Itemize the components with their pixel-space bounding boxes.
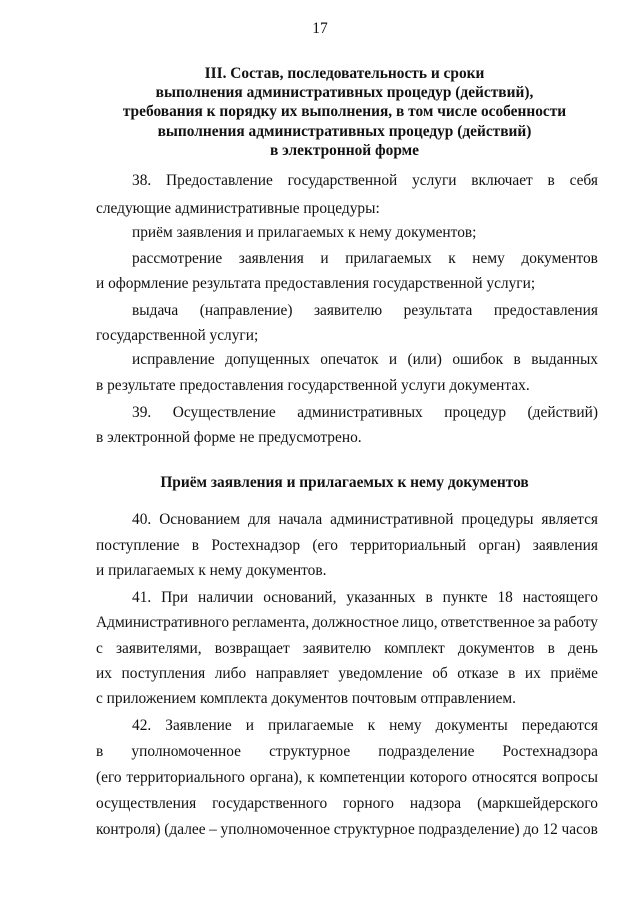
word: работу xyxy=(553,614,598,631)
word: нему xyxy=(389,717,422,734)
section-heading-line: требования к порядку их выполнения, в том числе особенности xyxy=(122,103,567,121)
word: 18 xyxy=(497,589,513,606)
section-heading-line: выполнения административных процедур (действий), xyxy=(155,84,534,102)
word: в xyxy=(547,172,555,189)
procedure-item-2-line-2: и оформление результата предоставления государственной услуги; xyxy=(96,275,536,292)
word: в xyxy=(508,665,516,682)
word: передаются xyxy=(521,717,598,734)
word: прилагаемых xyxy=(345,250,432,267)
word: приёме xyxy=(550,665,598,682)
word: 38. xyxy=(132,172,152,189)
word: допущенных xyxy=(225,351,310,368)
procedure-item-3-line-2: государственной услуги; xyxy=(96,327,259,344)
word: выданных xyxy=(531,351,598,368)
word: Ростехнадзор xyxy=(211,537,301,554)
word: документов xyxy=(521,250,598,267)
word: государственного xyxy=(212,795,328,812)
paragraph-42-line-5 xyxy=(96,819,598,841)
word: 12 xyxy=(542,821,558,838)
word: – xyxy=(209,821,217,838)
word: до xyxy=(523,821,539,838)
word: 41. xyxy=(132,589,152,606)
section-heading xyxy=(92,64,597,160)
word: (его xyxy=(96,769,122,786)
word: Основанием xyxy=(159,511,241,528)
word: в xyxy=(96,743,104,760)
word: ошибок xyxy=(452,351,504,368)
word: является xyxy=(541,511,598,528)
word: заявителю xyxy=(302,640,372,657)
word: прилагаемые xyxy=(268,717,354,734)
word: 39. xyxy=(132,404,152,421)
word: вопросы xyxy=(541,769,598,786)
word: и xyxy=(388,351,398,368)
word: компетенции xyxy=(319,769,405,786)
word: и xyxy=(245,717,254,734)
word: заявления xyxy=(532,537,598,554)
procedure-item-3-line-1 xyxy=(132,300,598,322)
word: к xyxy=(307,769,315,786)
word: территориальный xyxy=(350,537,467,554)
word: в xyxy=(513,351,521,368)
subheading: Приём заявления и прилагаемых к нему документов xyxy=(160,474,529,491)
paragraph-41-line-1 xyxy=(132,587,598,609)
word: структурное xyxy=(269,743,351,760)
paragraph-42-line-4 xyxy=(96,793,598,815)
word: заявителями, xyxy=(115,640,202,657)
word: возвращает xyxy=(214,640,290,657)
word: предоставления xyxy=(493,302,598,319)
word: документы xyxy=(435,717,508,734)
word: (направление) xyxy=(199,302,293,319)
word: документов xyxy=(457,640,535,657)
word: (или) xyxy=(407,351,442,368)
word: к xyxy=(448,250,456,267)
procedure-item-2-line-1 xyxy=(132,248,598,270)
word: к xyxy=(367,717,376,734)
word: лицо, xyxy=(401,614,438,631)
paragraph-42-line-1 xyxy=(132,715,598,737)
word: наличии xyxy=(198,589,254,606)
word: Предоставление xyxy=(166,172,273,189)
paragraph-40-line-2 xyxy=(96,535,598,557)
paragraph-42-line-3 xyxy=(96,767,598,789)
word: уполномоченное xyxy=(131,743,241,760)
word: с xyxy=(96,640,103,657)
word: выдача xyxy=(132,302,179,319)
paragraph-40-line-1 xyxy=(132,509,598,531)
word: территориального xyxy=(126,769,245,786)
word: горного xyxy=(343,795,394,812)
procedure-item-1: приём заявления и прилагаемых к нему документов; xyxy=(132,224,477,241)
word: органа), xyxy=(249,769,303,786)
paragraph-42-line-2 xyxy=(96,741,598,763)
word: за xyxy=(537,614,551,631)
word: для xyxy=(247,511,271,528)
paragraph-38-line-2: следующие административные процедуры: xyxy=(96,200,380,217)
word: нему xyxy=(472,250,505,267)
paragraph-41-line-2 xyxy=(96,612,598,634)
word: подразделение) xyxy=(418,821,520,838)
word: заявителю xyxy=(313,302,383,319)
word: опечаток xyxy=(320,351,379,368)
word: направляет xyxy=(255,665,329,682)
paragraph-40-line-3: и прилагаемых к нему документов. xyxy=(96,562,327,579)
word: часов xyxy=(561,821,598,838)
section-heading-line: в электронной форме xyxy=(270,141,419,159)
word: об xyxy=(432,665,448,682)
word: их xyxy=(96,665,112,682)
word: Ростехнадзора xyxy=(502,743,598,760)
word: относятся xyxy=(471,769,538,786)
word: включает xyxy=(471,172,533,189)
word: комплект xyxy=(384,640,445,657)
word: начала xyxy=(278,511,323,528)
word: результата xyxy=(403,302,473,319)
word: регламента, xyxy=(232,614,310,631)
word: административной xyxy=(330,511,454,528)
word: (далее xyxy=(164,821,206,838)
word: государственной xyxy=(287,172,398,189)
word: либо xyxy=(214,665,247,682)
word: указанных xyxy=(346,589,416,606)
word: Заявление xyxy=(165,717,232,734)
word: административных xyxy=(297,404,423,421)
word: день xyxy=(568,640,598,657)
word: исправление xyxy=(132,351,215,368)
word: в xyxy=(425,589,433,606)
word: процедур xyxy=(444,404,507,421)
procedure-item-4-line-2: в результате предоставления государственной услуги документах. xyxy=(96,377,530,394)
procedure-item-4-line-1 xyxy=(132,349,598,371)
word: осуществления xyxy=(96,795,197,812)
word: отказе xyxy=(457,665,499,682)
paragraph-41-line-3 xyxy=(96,638,598,660)
word: подразделение xyxy=(378,743,475,760)
word: их xyxy=(524,665,541,682)
word: себя xyxy=(569,172,598,189)
word: 40. xyxy=(132,511,152,528)
word: контроля) xyxy=(96,821,161,838)
word: процедуры xyxy=(461,511,534,528)
word: в xyxy=(547,640,555,657)
paragraph-39-line-2: в электронной форме не предусмотрено. xyxy=(96,429,362,446)
word: уполномоченное xyxy=(220,821,331,838)
word: 42. xyxy=(132,717,152,734)
word: заявления xyxy=(238,250,304,267)
word: При xyxy=(161,589,189,606)
paragraph-41-line-5: с приложением комплекта документов почтовым отправлением. xyxy=(96,690,516,707)
word: пункте xyxy=(442,589,488,606)
word: ответственное xyxy=(440,614,535,631)
word: и xyxy=(320,250,329,267)
section-heading-line: III. Состав, последовательность и сроки xyxy=(204,65,485,82)
word: надзора xyxy=(409,795,462,812)
word: (его xyxy=(312,537,338,554)
page-number: 17 xyxy=(312,20,328,37)
word: поступления xyxy=(121,665,206,682)
paragraph-39-line-1 xyxy=(132,402,598,424)
word: рассмотрение xyxy=(132,250,223,267)
section-heading-line: выполнения административных процедур (действий) xyxy=(157,122,532,140)
word: в xyxy=(191,537,200,554)
word: Административного xyxy=(96,614,230,631)
word: поступление xyxy=(96,537,180,554)
word: уведомление xyxy=(338,665,423,682)
word: Осуществление xyxy=(172,404,276,421)
word: должностное xyxy=(312,614,399,631)
word: которого xyxy=(409,769,468,786)
word: структурное xyxy=(333,821,415,838)
word: оснований, xyxy=(263,589,337,606)
paragraph-38-line-1 xyxy=(132,170,598,192)
word: (маркшейдерского xyxy=(477,795,598,812)
paragraph-41-line-4 xyxy=(96,663,598,685)
word: услуги xyxy=(412,172,457,189)
word: (действий) xyxy=(527,404,598,421)
word: орган) xyxy=(478,537,521,554)
word: настоящего xyxy=(522,589,598,606)
